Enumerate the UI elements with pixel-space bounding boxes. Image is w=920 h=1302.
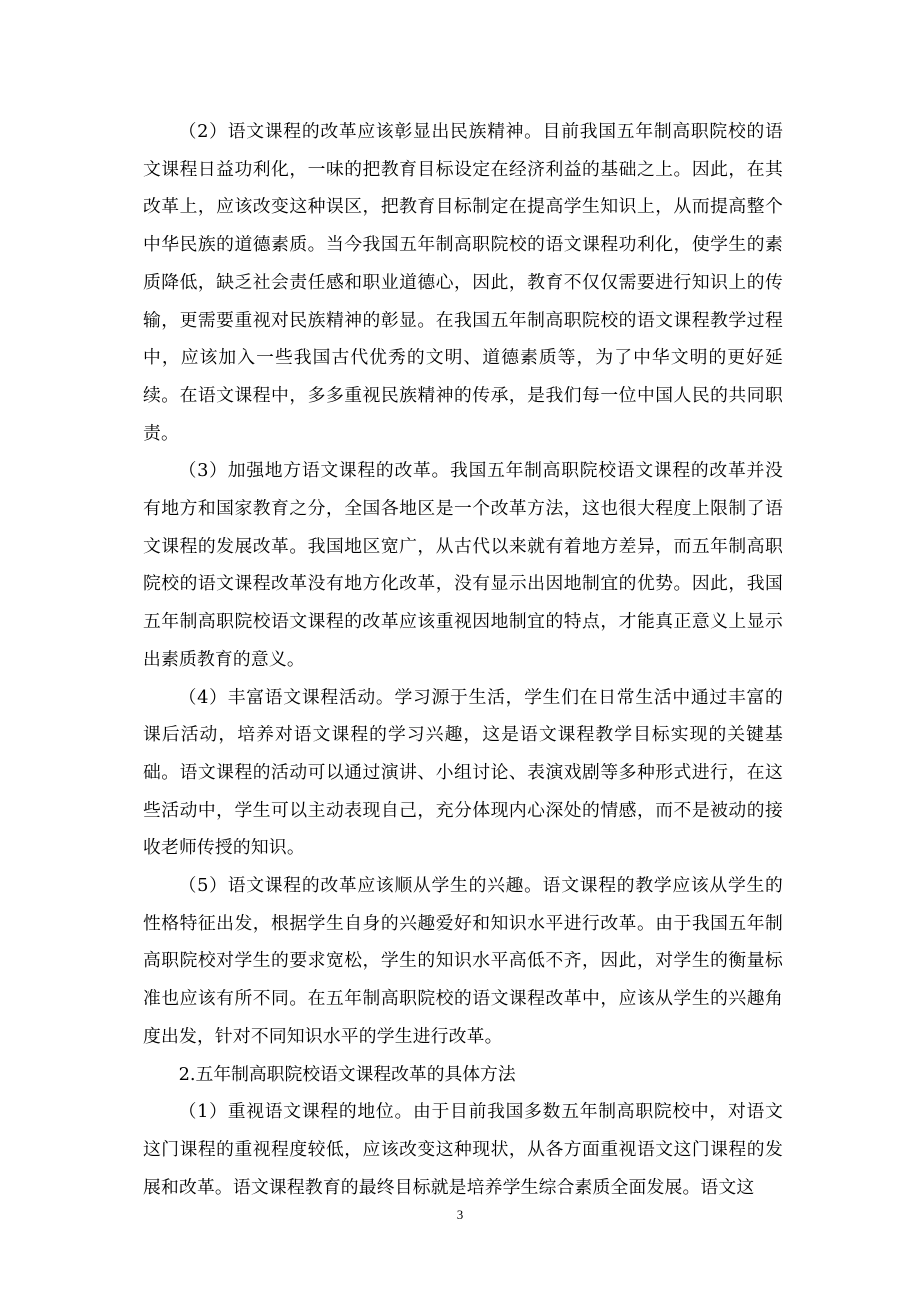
paragraph-local-reform: （3）加强地方语文课程的改革。我国五年制高职院校语文课程的改革并没有地方和国家教育之分，全国各地区是一个改革方法，这也很大程度上限制了语文课程的发展改革。我国地区宽广，从古代以来就有着地方差异，而五年制高职院校的语文课程改革没有地方化改革，没有显示出因地制宜的优势。因此，我国五年制高职院校语文课程的改革应该重视因地制宜的特点，才能真正意义上显示出素质教育的意义。: [143, 460, 783, 670]
paragraph-national-spirit: （2）语文课程的改革应该彰显出民族精神。目前我国五年制高职院校的语文课程日益功利化，一味的把教育目标设定在经济利益的基础之上。因此，在其改革上，应该改变这种误区，把教育目标制定在提高学生知识上，从而提高整个中华民族的道德素质。当今我国五年制高职院校的语文课程功利化，使学生的素质降低，缺乏社会责任感和职业道德心，因此，教育不仅仅需要进行知识上的传输，更需要重视对民族精神的彰显。在我国五年制高职院校的语文课程教学过程中，应该加入一些我国古代优秀的文明、道德素质等，为了中华文明的更好延续。在语文课程中，多多重视民族精神的传承，是我们每一位中国人民的共同职责。: [143, 121, 783, 444]
paragraph-student-interest: （5）语文课程的改革应该顺从学生的兴趣。语文课程的教学应该从学生的性格特征出发，根据学生自身的兴趣爱好和知识水平进行改革。由于我国五年制高职院校对学生的要求宽松，学生的知识水平高低不齐，因此，对学生的衡量标准也应该有所不同。在五年制高职院校的语文课程改革中，应该从学生的兴趣角度出发，针对不同知识水平的学生进行改革。: [143, 875, 783, 1047]
section-heading: 2.五年制高职院校语文课程改革的具体方法: [178, 1063, 516, 1085]
page-number: 3: [456, 1207, 464, 1222]
paragraph-course-activities: （4）丰富语文课程活动。学习源于生活，学生们在日常生活中通过丰富的课后活动，培养对语文课程的学习兴趣，这是语文课程教学目标实现的关键基础。语文课程的活动可以通过演讲、小组讨论、表演戏剧等多种形式进行，在这些活动中，学生可以主动表现自己，充分体现内心深处的情感，而不是被动的接收老师传授的知识。: [143, 686, 783, 859]
paragraph-course-status: （1）重视语文课程的地位。由于目前我国多数五年制高职院校中，对语文这门课程的重视程度较低，应该改变这种现状，从各方面重视语文这门课程的发展和改革。语文课程教育的最终目标就是培养学生综合素质全面发展。语文这: [143, 1101, 783, 1198]
page-content: [143, 113, 783, 1206]
